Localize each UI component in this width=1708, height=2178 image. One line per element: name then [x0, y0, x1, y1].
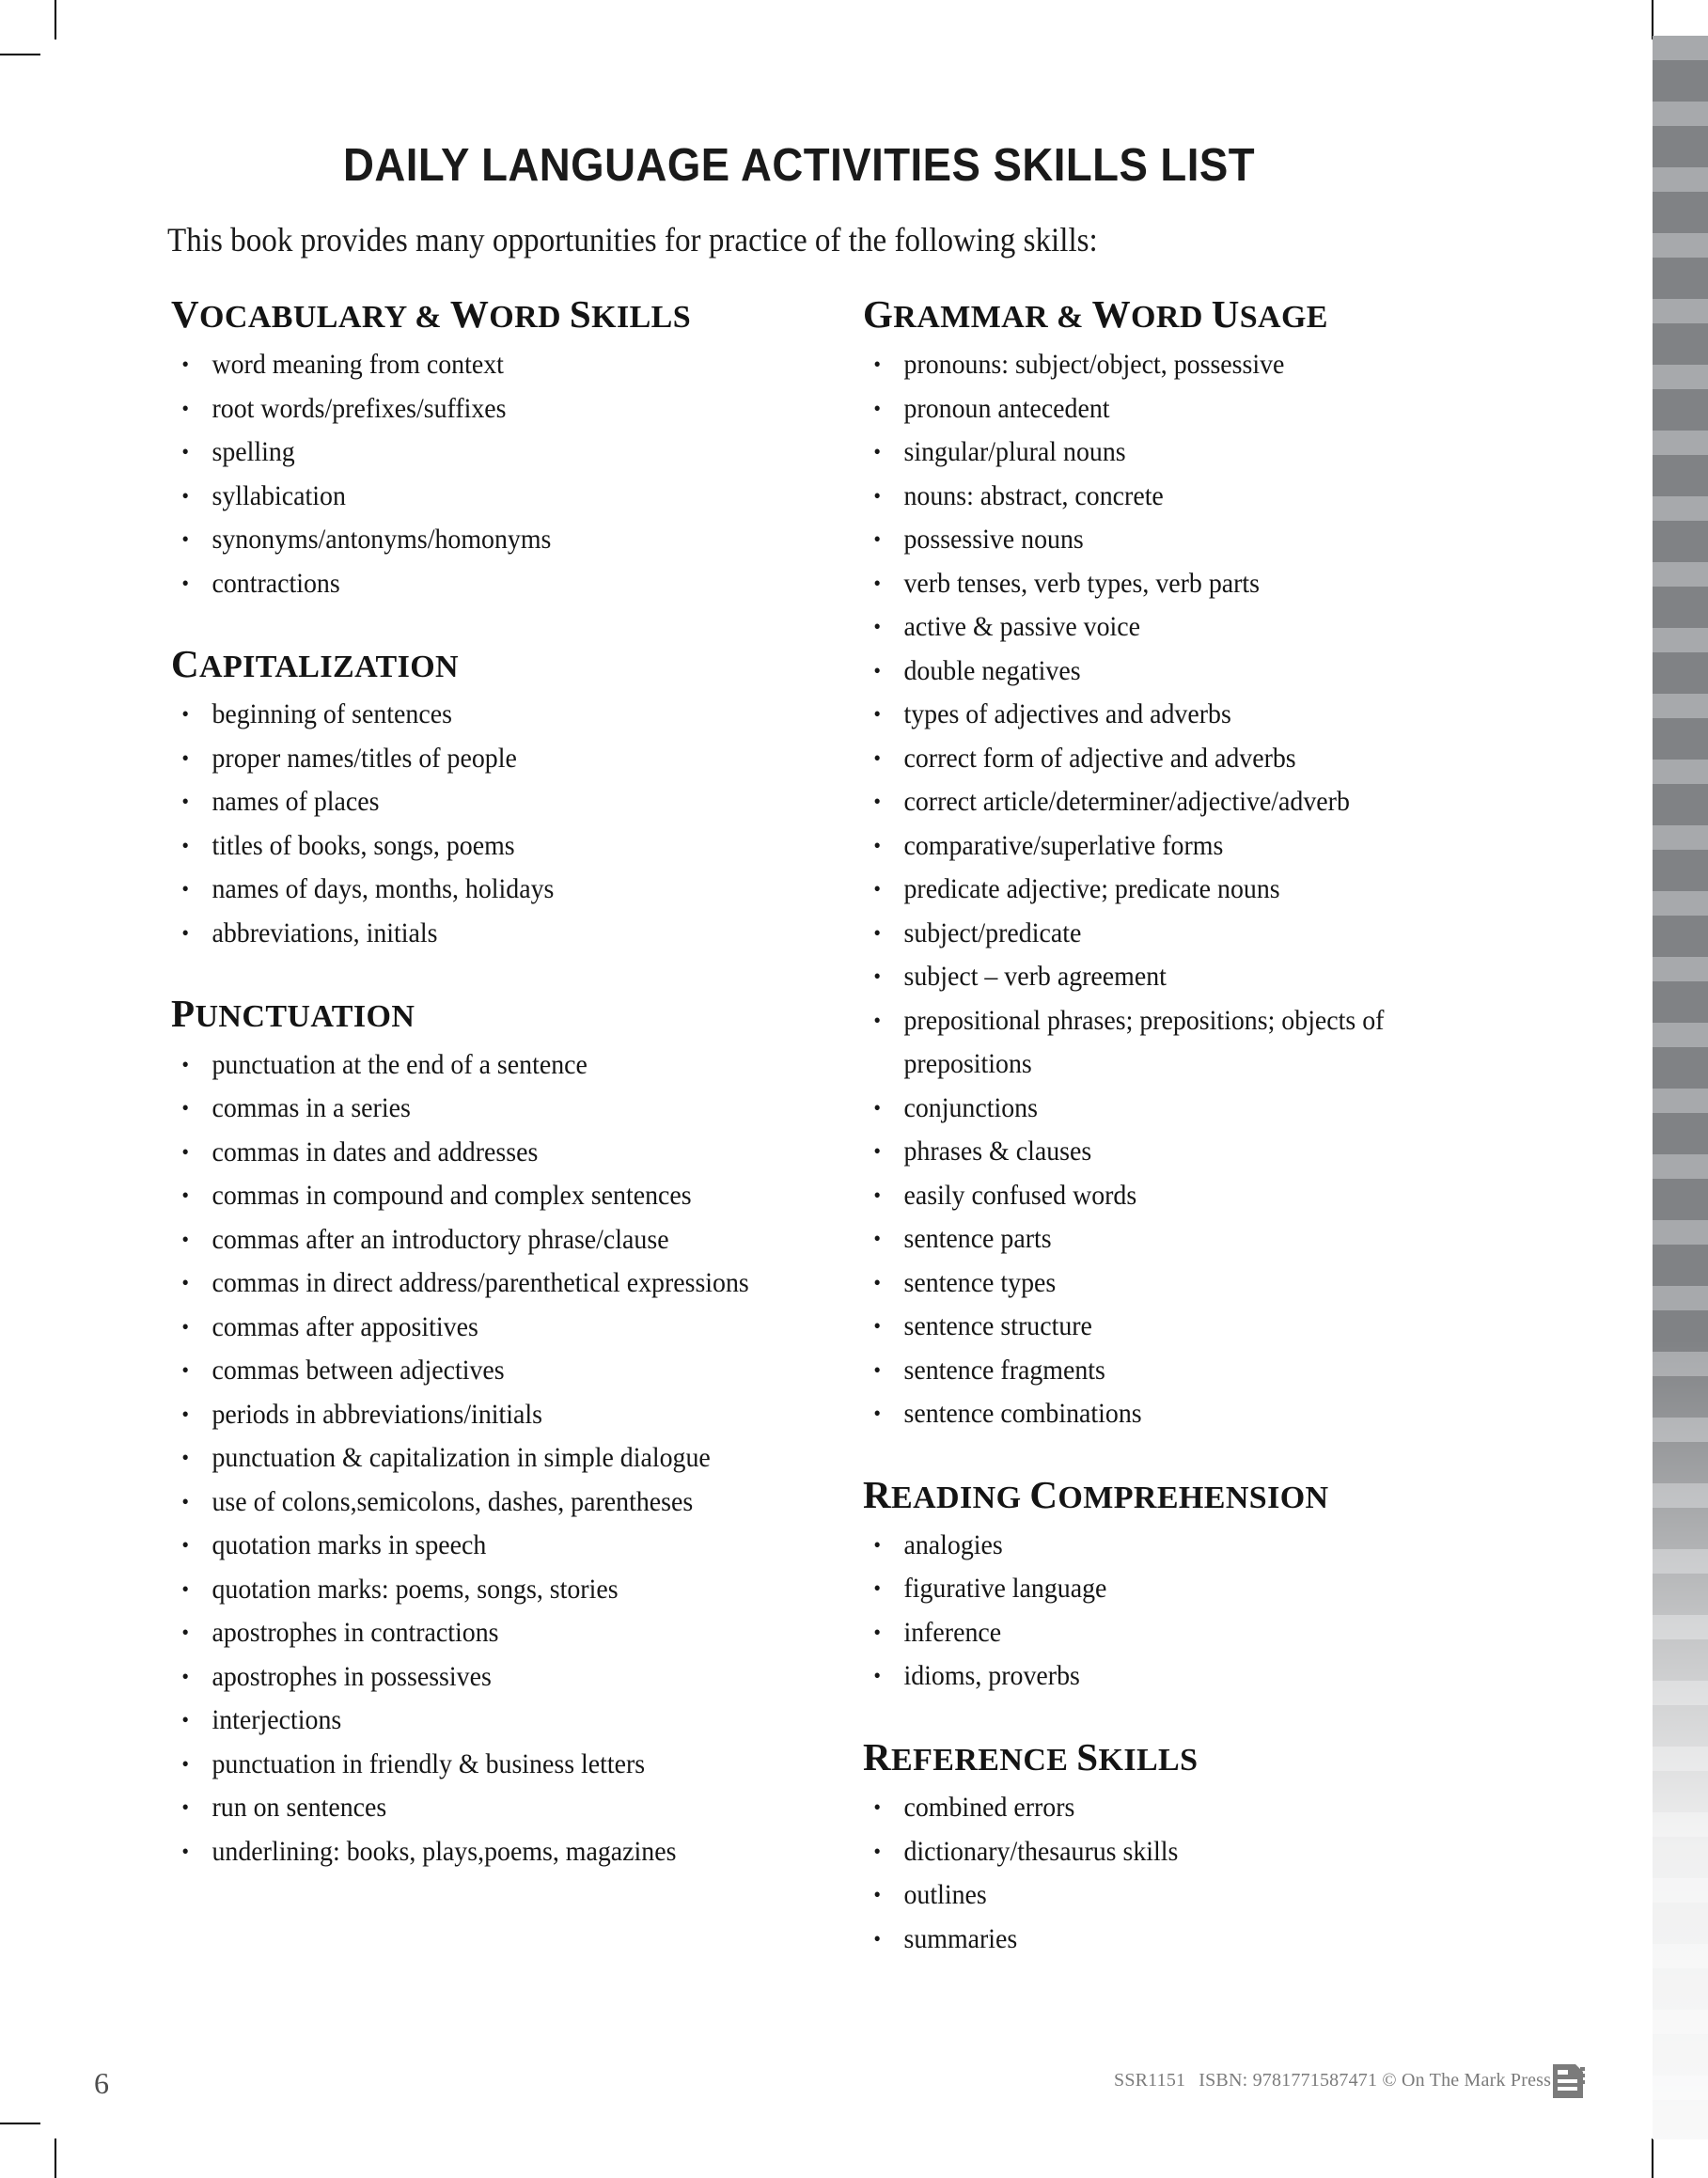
- list-item: • prepositional phrases; prepositions; objects of prepositions: [863, 999, 1476, 1087]
- list-item: • commas in a series: [171, 1087, 758, 1131]
- list-item: • pronouns: subject/object, possessive: [863, 343, 1476, 387]
- skill-list: [171, 343, 791, 605]
- list-item: • names of days, months, holidays: [171, 868, 758, 912]
- list-item: • root words/prefixes/suffixes: [171, 387, 758, 431]
- list-item: • quotation marks: poems, songs, stories: [171, 1568, 758, 1612]
- list-item: • sentence structure: [863, 1305, 1476, 1349]
- list-item: • outlines: [863, 1873, 1476, 1918]
- skills-columns: [0, 291, 1598, 2049]
- skills-section: [171, 641, 791, 955]
- footer-copyright: © On The Mark Press: [1382, 2070, 1552, 2091]
- crop-mark-top-right-vertical: [1652, 0, 1653, 39]
- list-item: • combined errors: [863, 1786, 1476, 1830]
- list-item: • singular/plural nouns: [863, 431, 1476, 475]
- list-item: • conjunctions: [863, 1087, 1476, 1131]
- list-item: • names of places: [171, 780, 758, 824]
- right-column: [863, 291, 1512, 1997]
- skills-section: [171, 991, 791, 1873]
- list-item: • apostrophes in contractions: [171, 1611, 758, 1655]
- skills-section: [863, 1734, 1512, 1961]
- list-item: • quotation marks in speech: [171, 1524, 758, 1568]
- skills-section: [171, 291, 791, 605]
- list-item: • subject/predicate: [863, 912, 1476, 956]
- list-item: • apostrophes in possessives: [171, 1655, 758, 1700]
- list-item: • dictionary/thesaurus skills: [863, 1830, 1476, 1874]
- list-item: • abbreviations, initials: [171, 912, 758, 956]
- list-item: • commas in direct address/parenthetical expressions: [171, 1261, 758, 1306]
- list-item: • commas after appositives: [171, 1306, 758, 1350]
- skills-section: [863, 1472, 1512, 1699]
- section-heading: VOCABULARY & WORD SKILLS: [171, 292, 692, 336]
- list-item: • punctuation at the end of a sentence: [171, 1043, 758, 1088]
- list-item: • beginning of sentences: [171, 693, 758, 737]
- list-item: • interjections: [171, 1699, 758, 1743]
- list-item: • syllabication: [171, 475, 758, 519]
- list-item: • comparative/superlative forms: [863, 824, 1476, 869]
- list-item: • sentence combinations: [863, 1392, 1476, 1436]
- skill-list: [863, 1786, 1512, 1961]
- list-item: • proper names/titles of people: [171, 737, 758, 781]
- list-item: • types of adjectives and adverbs: [863, 693, 1476, 737]
- section-heading: REFERENCE SKILLS: [863, 1734, 1199, 1778]
- list-item: • figurative language: [863, 1567, 1476, 1611]
- list-item: • pronoun antecedent: [863, 387, 1476, 431]
- list-item: • inference: [863, 1611, 1476, 1655]
- list-item: • run on sentences: [171, 1786, 758, 1830]
- section-heading: CAPITALIZATION: [171, 642, 460, 686]
- skill-list: [863, 1524, 1512, 1699]
- list-item: • punctuation & capitalization in simple dialogue: [171, 1436, 758, 1481]
- list-item: • correct article/determiner/adjective/adverb: [863, 780, 1476, 824]
- list-item: • phrases & clauses: [863, 1130, 1476, 1174]
- page-title: DAILY LANGUAGE ACTIVITIES SKILLS LIST: [342, 140, 1256, 191]
- list-item: • predicate adjective; predicate nouns: [863, 868, 1476, 912]
- section-heading: PUNCTUATION: [171, 992, 415, 1036]
- list-item: • commas in dates and addresses: [171, 1131, 758, 1175]
- footer-metadata: [1114, 2070, 1551, 2092]
- list-item: • punctuation in friendly & business letters: [171, 1743, 758, 1787]
- binding-fade-overlay: [1653, 36, 1708, 2139]
- crop-mark-bottom-right-vertical: [1652, 2139, 1653, 2178]
- list-item: • verb tenses, verb types, verb parts: [863, 562, 1476, 606]
- skill-list: [171, 1043, 791, 1874]
- skill-list: [863, 343, 1512, 1436]
- list-item: • commas in compound and complex sentences: [171, 1174, 758, 1218]
- list-item: • idioms, proverbs: [863, 1654, 1476, 1699]
- list-item: • double negatives: [863, 650, 1476, 694]
- list-item: • sentence parts: [863, 1217, 1476, 1261]
- list-item: • underlining: books, plays,poems, magazines: [171, 1830, 758, 1874]
- section-heading: GRAMMAR & WORD USAGE: [863, 292, 1328, 336]
- page-number: 6: [94, 2066, 109, 2100]
- list-item: • correct form of adjective and adverbs: [863, 737, 1476, 781]
- list-item: • subject – verb agreement: [863, 955, 1476, 999]
- list-item: • periods in abbreviations/initials: [171, 1393, 758, 1437]
- footer-product-code: SSR1151: [1114, 2070, 1186, 2091]
- list-item: • sentence fragments: [863, 1349, 1476, 1393]
- list-item: • titles of books, songs, poems: [171, 824, 758, 869]
- binding-strip-decoration: [1653, 36, 1708, 2139]
- footer-isbn: ISBN: 9781771587471: [1199, 2070, 1378, 2091]
- list-item: • commas after an introductory phrase/clause: [171, 1218, 758, 1262]
- list-item: • analogies: [863, 1524, 1476, 1568]
- skill-list: [171, 693, 791, 955]
- skills-section: [863, 291, 1512, 1436]
- list-item: • spelling: [171, 431, 758, 475]
- section-heading: READING COMPREHENSION: [863, 1472, 1329, 1516]
- document-icon: [1549, 2061, 1587, 2101]
- list-item: • sentence types: [863, 1261, 1476, 1306]
- list-item: • word meaning from context: [171, 343, 758, 387]
- list-item: • contractions: [171, 562, 758, 606]
- list-item: • easily confused words: [863, 1174, 1476, 1218]
- list-item: • active & passive voice: [863, 605, 1476, 650]
- list-item: • possessive nouns: [863, 518, 1476, 562]
- list-item: • commas between adjectives: [171, 1349, 758, 1393]
- list-item: • summaries: [863, 1918, 1476, 1962]
- page-subtitle: This book provides many opportunities for practice of the following skills:: [167, 221, 1098, 259]
- list-item: • use of colons,semicolons, dashes, parentheses: [171, 1481, 758, 1525]
- list-item: • nouns: abstract, concrete: [863, 475, 1476, 519]
- left-column: [171, 291, 791, 1909]
- list-item: • synonyms/antonyms/homonyms: [171, 518, 758, 562]
